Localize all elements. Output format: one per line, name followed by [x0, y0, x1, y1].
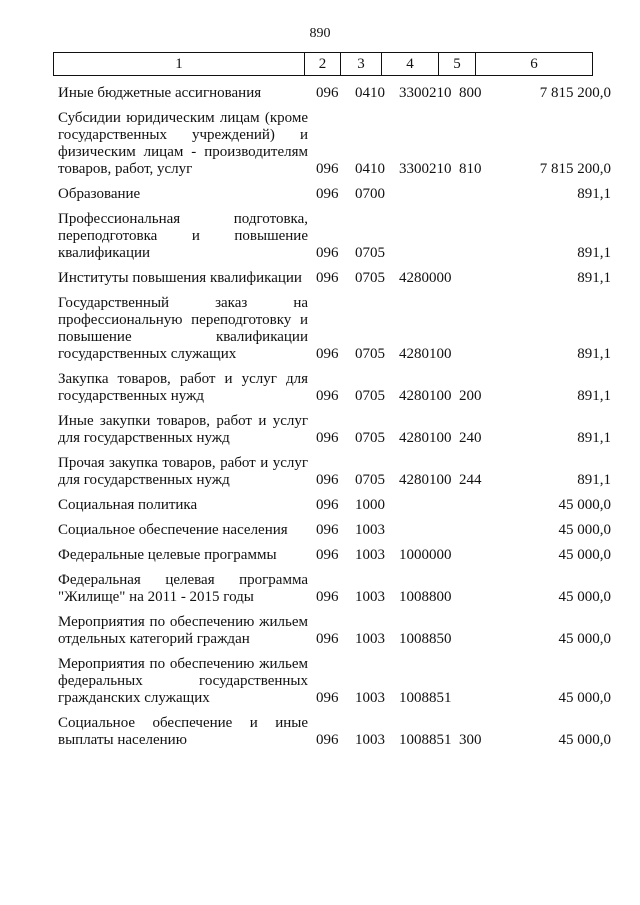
table-row [53, 608, 613, 650]
header-row [54, 53, 593, 76]
row-name: Государственный заказ на профессиональную переподготовку и повышение квалификации государственных служащих [58, 295, 308, 362]
row-section-code: 0705 [355, 245, 385, 261]
row-ministry-code: 096 [316, 161, 339, 177]
row-amount: 891,1 [577, 245, 611, 261]
column-number-header [53, 52, 593, 76]
table-row [53, 516, 613, 541]
row-amount: 891,1 [577, 388, 611, 404]
row-expense-type: 300 [459, 732, 482, 748]
header-col-2: 2 [305, 53, 341, 76]
row-amount: 45 000,0 [558, 732, 611, 748]
row-target-code: 4280100 [399, 388, 452, 404]
row-target-code: 4280000 [399, 270, 452, 286]
row-expense-type: 200 [459, 388, 482, 404]
row-expense-type [455, 264, 495, 289]
row-section-code: 0705 [355, 388, 385, 404]
row-target-code: 1008851 [399, 690, 452, 706]
table-row [53, 709, 613, 751]
row-ministry-code: 096 [316, 346, 339, 362]
table-row [53, 491, 613, 516]
row-expense-type: 240 [459, 430, 482, 446]
row-amount: 891,1 [577, 346, 611, 362]
row-expense-type [455, 205, 495, 264]
row-amount: 891,1 [577, 472, 611, 488]
row-name: Мероприятия по обеспечению жильем отдельных категорий граждан [58, 614, 308, 647]
row-target-code [395, 491, 455, 516]
row-expense-type [455, 180, 495, 205]
row-ministry-code: 096 [316, 589, 339, 605]
row-amount: 891,1 [577, 186, 611, 202]
row-name: Социальное обеспечение и иные выплаты населению [58, 715, 308, 748]
row-expense-type [455, 491, 495, 516]
row-name: Федеральная целевая программа "Жилище" на 2011 - 2015 годы [58, 572, 308, 605]
table-row [53, 205, 613, 264]
row-amount: 45 000,0 [558, 589, 611, 605]
table-row [53, 449, 613, 491]
row-ministry-code: 096 [316, 430, 339, 446]
row-amount: 45 000,0 [558, 522, 611, 538]
row-amount: 7 815 200,0 [539, 161, 611, 177]
row-section-code: 0705 [355, 270, 385, 286]
row-ministry-code: 096 [316, 497, 339, 513]
row-target-code [395, 205, 455, 264]
row-name: Иные бюджетные ассигнования [58, 85, 262, 101]
row-name: Закупка товаров, работ и услуг для государственных нужд [58, 371, 308, 404]
row-expense-type: 244 [459, 472, 482, 488]
table-row [53, 180, 613, 205]
row-section-code: 1003 [355, 690, 385, 706]
row-target-code: 1008800 [399, 589, 452, 605]
row-amount: 45 000,0 [558, 547, 611, 563]
table-row [53, 289, 613, 365]
row-section-code: 1003 [355, 589, 385, 605]
row-name: Федеральные целевые программы [58, 547, 277, 563]
row-target-code [395, 516, 455, 541]
budget-table-body [53, 79, 613, 751]
budget-table [53, 79, 613, 751]
row-name: Социальная политика [58, 497, 198, 513]
row-ministry-code: 096 [316, 270, 339, 286]
row-amount: 45 000,0 [558, 497, 611, 513]
row-target-code: 1000000 [399, 547, 452, 563]
row-section-code: 0705 [355, 430, 385, 446]
row-name: Институты повышения квалификации [58, 270, 302, 286]
table-row [53, 79, 613, 104]
row-target-code [395, 180, 455, 205]
row-name: Прочая закупка товаров, работ и услуг для государственных нужд [58, 455, 308, 488]
header-col-4: 4 [382, 53, 439, 76]
row-expense-type [455, 541, 495, 566]
row-target-code: 4280100 [399, 430, 452, 446]
row-name: Мероприятия по обеспечению жильем федеральных государственных гражданских служащих [58, 656, 308, 706]
row-section-code: 0410 [355, 85, 385, 101]
row-expense-type [455, 608, 495, 650]
table-row [53, 541, 613, 566]
row-amount: 45 000,0 [558, 690, 611, 706]
header-col-3: 3 [341, 53, 382, 76]
row-ministry-code: 096 [316, 547, 339, 563]
row-ministry-code: 096 [316, 472, 339, 488]
row-expense-type: 810 [459, 161, 482, 177]
row-target-code: 1008851 [399, 732, 452, 748]
table-row [53, 104, 613, 180]
row-expense-type: 800 [459, 85, 482, 101]
row-section-code: 1003 [355, 631, 385, 647]
row-amount: 891,1 [577, 270, 611, 286]
row-ministry-code: 096 [316, 522, 339, 538]
row-target-code: 1008850 [399, 631, 452, 647]
row-section-code: 0410 [355, 161, 385, 177]
row-target-code: 4280100 [399, 472, 452, 488]
row-expense-type [455, 289, 495, 365]
row-expense-type [455, 650, 495, 709]
row-name: Профессиональная подготовка, переподготовка и повышение квалификации [58, 211, 308, 261]
row-amount: 891,1 [577, 430, 611, 446]
row-section-code: 0705 [355, 346, 385, 362]
row-expense-type [455, 516, 495, 541]
row-section-code: 1000 [355, 497, 385, 513]
row-section-code: 1003 [355, 522, 385, 538]
row-name: Социальное обеспечение населения [58, 522, 288, 538]
row-target-code: 4280100 [399, 346, 452, 362]
row-target-code: 3300210 [399, 85, 452, 101]
header-col-5: 5 [439, 53, 476, 76]
row-ministry-code: 096 [316, 85, 339, 101]
row-section-code: 0700 [355, 186, 385, 202]
table-row [53, 650, 613, 709]
row-ministry-code: 096 [316, 631, 339, 647]
header-col-1: 1 [54, 53, 305, 76]
row-expense-type [455, 566, 495, 608]
table-row [53, 566, 613, 608]
table-row [53, 407, 613, 449]
row-section-code: 1003 [355, 732, 385, 748]
row-section-code: 1003 [355, 547, 385, 563]
row-amount: 7 815 200,0 [539, 85, 611, 101]
row-target-code: 3300210 [399, 161, 452, 177]
table-row [53, 264, 613, 289]
header-col-6: 6 [476, 53, 593, 76]
page-number: 890 [309, 26, 331, 41]
row-name: Образование [58, 186, 141, 202]
row-name: Иные закупки товаров, работ и услуг для государственных нужд [58, 413, 308, 446]
row-section-code: 0705 [355, 472, 385, 488]
table-row [53, 365, 613, 407]
row-ministry-code: 096 [316, 245, 339, 261]
row-ministry-code: 096 [316, 186, 339, 202]
row-ministry-code: 096 [316, 732, 339, 748]
row-ministry-code: 096 [316, 388, 339, 404]
row-amount: 45 000,0 [558, 631, 611, 647]
row-ministry-code: 096 [316, 690, 339, 706]
row-name: Субсидии юридическим лицам (кроме государственных учреждений) и физическим лицам - производителям товаров, работ, услуг [58, 110, 308, 177]
